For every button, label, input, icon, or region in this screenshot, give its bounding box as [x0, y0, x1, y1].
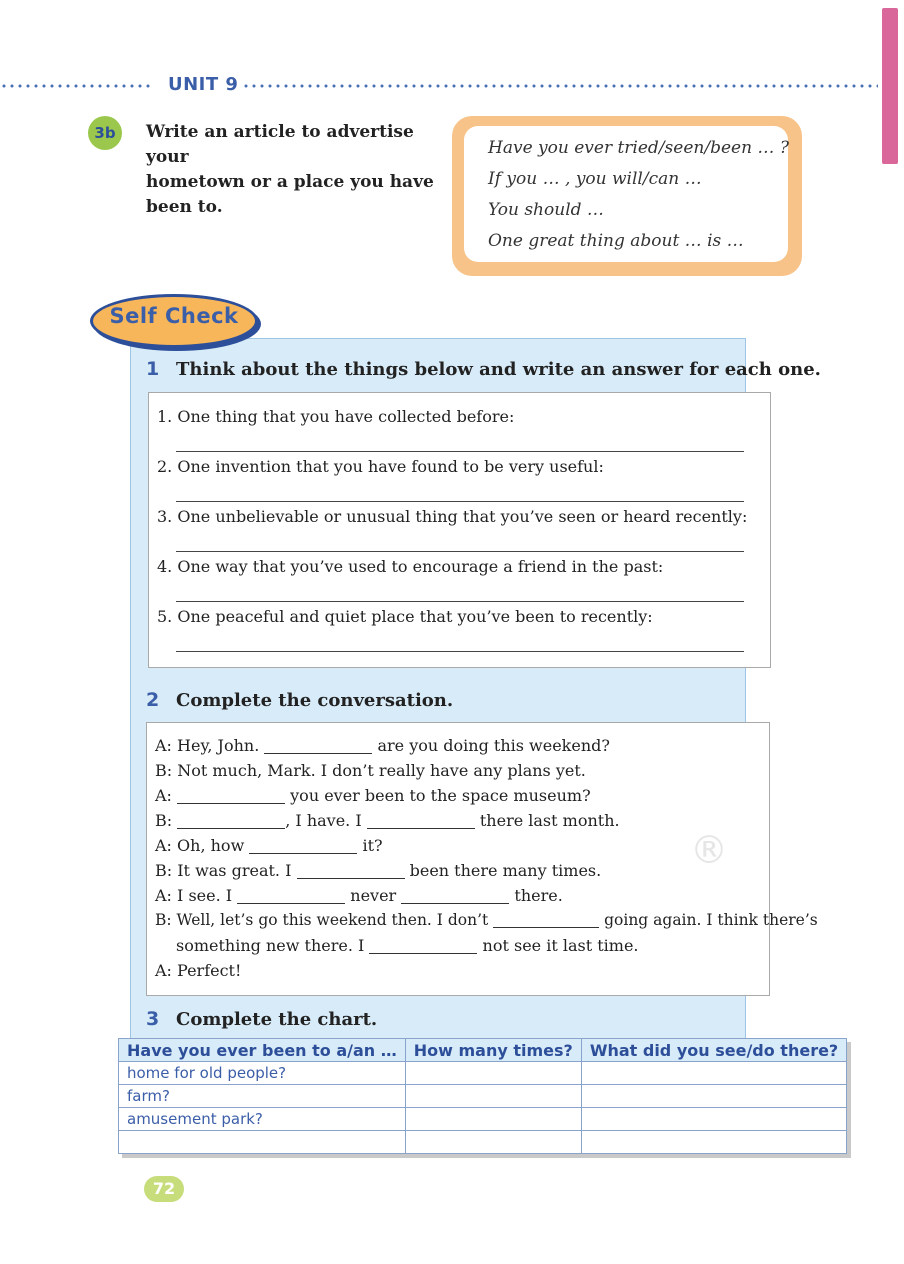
chart-col-header: How many times? [405, 1039, 581, 1062]
section-1-title: Think about the things below and write an answer for each one. [176, 359, 821, 380]
chart-cell[interactable] [581, 1108, 846, 1131]
chart-col-header: Have you ever been to a/an … [119, 1039, 406, 1062]
header-dotted-rule-right [242, 84, 878, 88]
line-text: A: I see. I [155, 886, 233, 905]
instruction-line: hometown or a place you have [146, 172, 434, 192]
line-text: you ever been to the space museum? [290, 786, 591, 805]
registered-watermark: ® [690, 828, 728, 872]
page-number: 72 [144, 1176, 184, 1202]
conversation-blank[interactable] [249, 837, 357, 854]
conversation-line [155, 861, 601, 880]
answer-line-1[interactable] [176, 451, 744, 452]
answer-line-2[interactable] [176, 501, 744, 502]
chart-cell: farm? [119, 1085, 406, 1108]
question-item: 2. One invention that you have found to be very useful: [157, 457, 604, 476]
question-item: 4. One way that you’ve used to encourage a friend in the past: [157, 557, 664, 576]
line-text: never [350, 886, 397, 905]
chart-cell[interactable] [581, 1062, 846, 1085]
line-text: , I have. I [285, 811, 362, 830]
chart-cell[interactable] [581, 1085, 846, 1108]
chart-header-row [119, 1039, 847, 1062]
header-dotted-rule-left [0, 84, 152, 88]
conversation-line [176, 936, 639, 955]
chart-cell: home for old people? [119, 1062, 406, 1085]
conversation-line: A: Perfect! [155, 961, 242, 980]
section-2-number: 2 [146, 689, 160, 711]
conversation-blank[interactable] [367, 812, 475, 829]
line-text: there. [514, 886, 563, 905]
survey-chart [118, 1038, 847, 1154]
hint-line: One great thing about … is … [488, 231, 744, 251]
chart-row [119, 1085, 847, 1108]
chart-cell[interactable] [405, 1085, 581, 1108]
line-text: B: Well, let’s go this weekend then. I don’t [155, 911, 489, 929]
chart-cell[interactable] [405, 1131, 581, 1154]
page-edge-tab [882, 8, 898, 164]
line-text: there last month. [479, 811, 620, 830]
instruction-line: Write an article to advertise your [146, 122, 414, 167]
conversation-line [155, 736, 610, 755]
conversation-blank[interactable] [177, 787, 285, 804]
section-1-box [148, 392, 771, 668]
answer-line-4[interactable] [176, 601, 744, 602]
section-3-title: Complete the chart. [176, 1009, 378, 1030]
chart-cell[interactable] [119, 1131, 406, 1154]
line-text: A: Oh, how [155, 836, 245, 855]
line-text: A: [155, 786, 172, 805]
self-check-badge-label: Self Check [109, 304, 239, 328]
chart-row [119, 1062, 847, 1085]
line-text: not see it last time. [482, 936, 639, 955]
hint-line: Have you ever tried/seen/been … ? [488, 138, 789, 158]
conversation-line [155, 811, 620, 830]
conversation-line [155, 786, 591, 805]
conversation-blank[interactable] [401, 887, 509, 904]
line-text: B: [155, 811, 173, 830]
line-text: been there many times. [409, 861, 602, 880]
section-3-number: 3 [146, 1008, 160, 1030]
conversation-line: B: Not much, Mark. I don’t really have any plans yet. [155, 761, 586, 780]
conversation-blank[interactable] [493, 911, 599, 928]
chart-cell[interactable] [581, 1131, 846, 1154]
conversation-blank[interactable] [297, 862, 405, 879]
section-2-title: Complete the conversation. [176, 690, 454, 711]
activity-3b-badge: 3b [88, 116, 122, 150]
line-text: are you doing this weekend? [377, 736, 610, 755]
hint-line: You should … [488, 200, 604, 220]
conversation-line [155, 836, 383, 855]
chart-col-header: What did you see/do there? [581, 1039, 846, 1062]
section-1-number: 1 [146, 358, 160, 380]
hint-line: If you … , you will/can … [488, 169, 702, 189]
conversation-blank[interactable] [369, 937, 477, 954]
chart-cell: amusement park? [119, 1108, 406, 1131]
line-text: going again. I think there’s [604, 911, 818, 929]
question-item: 5. One peaceful and quiet place that you’ve been to recently: [157, 607, 653, 626]
line-text: it? [362, 836, 383, 855]
question-item: 3. One unbelievable or unusual thing that you’ve seen or heard recently: [157, 507, 748, 526]
chart-row [119, 1108, 847, 1131]
chart-row [119, 1131, 847, 1154]
line-text: A: Hey, John. [155, 736, 260, 755]
conversation-blank[interactable] [177, 812, 285, 829]
conversation-blank[interactable] [264, 737, 372, 754]
conversation-line [155, 886, 563, 905]
instruction-line: been to. [146, 197, 223, 217]
conversation-blank[interactable] [237, 887, 345, 904]
answer-line-5[interactable] [176, 651, 744, 652]
question-item: 1. One thing that you have collected before: [157, 407, 515, 426]
chart-cell[interactable] [405, 1062, 581, 1085]
answer-line-3[interactable] [176, 551, 744, 552]
line-text: something new there. I [176, 936, 365, 955]
line-text: B: It was great. I [155, 861, 292, 880]
conversation-line [155, 911, 818, 929]
activity-3b-instruction [146, 120, 446, 220]
chart-cell[interactable] [405, 1108, 581, 1131]
unit-title: UNIT 9 [168, 74, 239, 95]
